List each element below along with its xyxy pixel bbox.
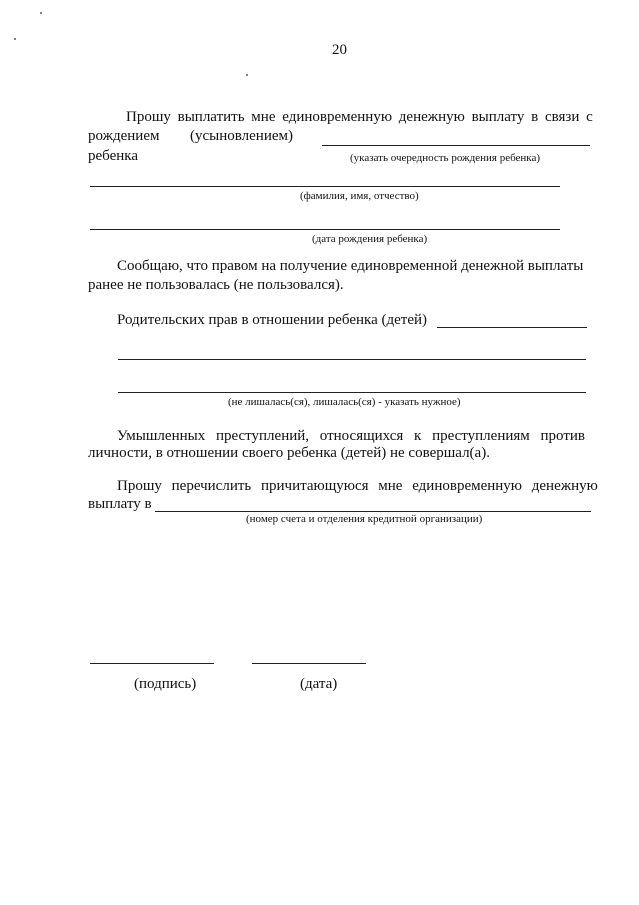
- child-birthdate-field[interactable]: [90, 229, 560, 230]
- parental-rights-field-3[interactable]: [118, 392, 586, 393]
- paragraph-not-used-line-2: ранее не пользовалась (не пользовался).: [88, 277, 344, 293]
- hint-fullname: (фамилия, имя, отчество): [300, 190, 419, 202]
- child-fullname-field[interactable]: [90, 186, 560, 187]
- bank-account-field[interactable]: [155, 511, 591, 512]
- hint-bank-account: (номер счета и отделения кредитной организации): [246, 513, 483, 525]
- paragraph-not-used-line-1: Сообщаю, что правом на получение единовременной денежной выплаты: [117, 258, 584, 274]
- word-usynovleniem: (усыновлением): [190, 128, 293, 144]
- parental-rights-field-1[interactable]: [437, 327, 587, 328]
- paragraph-transfer-line-1: Прошу перечислить причитающуюся мне единовременную денежную: [117, 478, 598, 494]
- scan-speck: [40, 12, 42, 14]
- child-order-field[interactable]: [322, 145, 590, 146]
- word-rebenka: ребенка: [88, 148, 138, 164]
- signature-label: (подпись): [134, 676, 197, 692]
- paragraph-transfer-line-2: выплату в: [88, 496, 152, 512]
- page-number: 20: [332, 42, 347, 58]
- scan-speck: [14, 38, 16, 40]
- paragraph-crimes-line-2: личности, в отношении своего ребенка (детей) не совершал(а).: [88, 445, 490, 461]
- hint-parental-rights: (не лишалась(ся), лишалась(ся) - указать нужное): [228, 396, 461, 408]
- hint-birthdate: (дата рождения ребенка): [312, 233, 428, 245]
- date-label: (дата): [300, 676, 338, 692]
- word-rozhdeniem: рождением: [88, 128, 160, 144]
- parental-rights-field-2[interactable]: [118, 359, 586, 360]
- parental-rights-label: Родительских прав в отношении ребенка (детей): [117, 312, 427, 328]
- scan-speck: [246, 74, 248, 76]
- paragraph-request-line-1: Прошу выплатить мне единовременную денежную выплату в связи с: [126, 109, 593, 125]
- signature-field[interactable]: [90, 663, 214, 664]
- hint-child-order: (указать очередность рождения ребенка): [350, 152, 541, 164]
- date-field[interactable]: [252, 663, 366, 664]
- paragraph-crimes-line-1: Умышленных преступлений, относящихся к преступлениям против: [117, 428, 586, 444]
